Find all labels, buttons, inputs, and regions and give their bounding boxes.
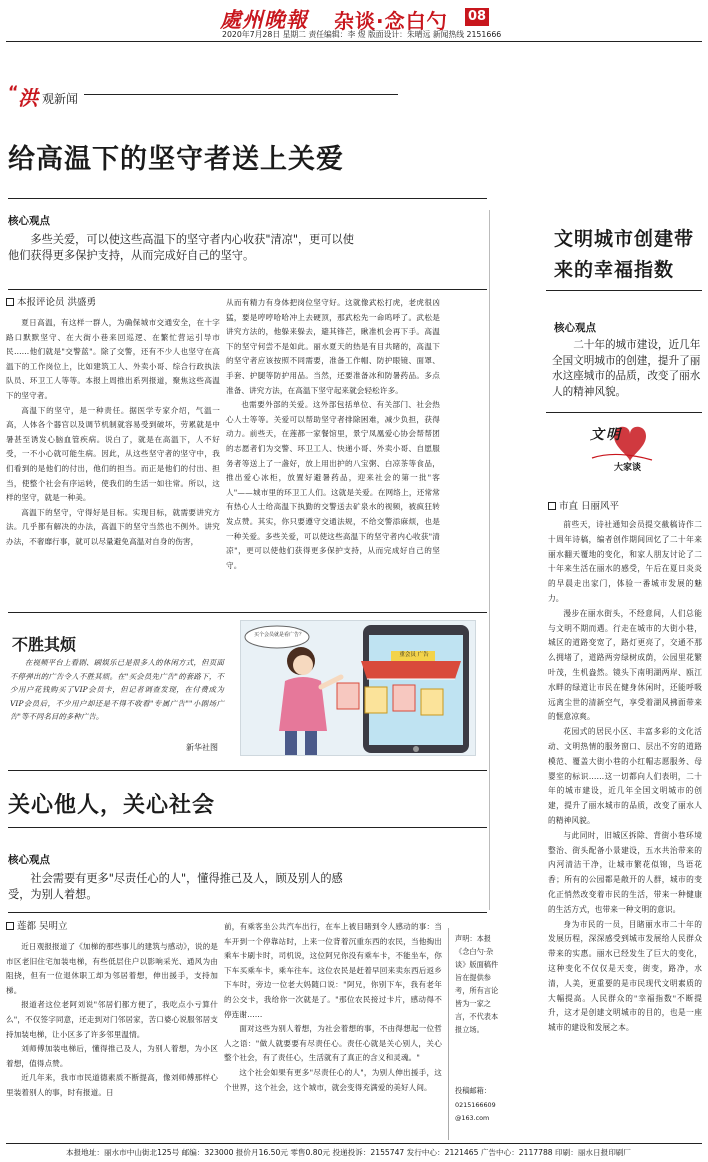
article1-key-label: 核心观点	[8, 215, 50, 227]
paragraph: 身为市民的一员，目睹丽水市二十年的发展历程，深深感受到城市发展给人民群众带来的实惠。丽水已经发生了巨大的变化，这种变化不仅仅是天变，街变，路净，水清，人美，更重要的是市民现代文明素质的大幅提高。人民群众的"幸福指数"不断提升，这才是创建文明城市的目的，也是一座城市的建设和发展之本。	[548, 919, 702, 1033]
paragraph: 前，有乘客坐公共汽车出行，在车上被目睹到令人感动的事：当车开到一个停靠站时，上来一位背着沉重东西的农民，当他掏出乘车卡刷卡时，司机说，这位阿兄你没有乘车卡，不能坐车，你下车买乘车卡，乘车往车。这位农民是赶着早回来卖东西后返乡下车时，旁边一位老大妈随口说："阿兄，你别下车，我有老年的公交卡，我给你一次就是了。"那位农民接过卡片，感动得不停连谢……	[224, 922, 442, 1019]
cartoon-title: 不胜其烦	[12, 635, 77, 654]
paragraph: 面对这些为别人着想，为社会着想的事，不由得想起一位哲人之语："做人就要要有尽责任心。责任心就是关心别人，关心整个社会，有了责任心，生活就有了真正的含义和灵魂。"	[224, 1024, 442, 1063]
paragraph: 前些天，诗社通知会员提交截稿诗作二十周年诗稿，编者创作期间回忆了二十年来丽水翻天覆地的变化，和家人朋友讨论了二十年来生活在丽水的感受，午后在夏日炎炎的早晨走出家门，体验一番城市发展的魅力。	[548, 520, 702, 603]
byline-box-icon	[6, 922, 14, 930]
cartoon-image	[240, 620, 476, 756]
article1-lead-rule	[8, 289, 487, 290]
article2-byline-text: 莲都 吴明立	[17, 921, 68, 932]
article1-byline	[6, 294, 96, 308]
sidebar-title: 文明城市创建带来的幸福指数	[554, 228, 695, 281]
column-logo-text: 观新闻	[42, 92, 79, 106]
paragraph: 夏日高温，有这样一群人，为确保城市交通安全，在十字路口默默坚守、在大街小巷来回巡逻、在繁忙营运引导市民……他们就是"交警蓝"。除了交警，还有不少人也坚守在高温下的工作岗位上，比如建筑工人、外卖小哥、综合行政执法队员、环卫工人等等。本报上周推出系列报道，聚焦这些高温下的坚守者。	[6, 318, 220, 400]
sidebar-key-label: 核心观点	[554, 322, 596, 334]
column-logo-rule	[84, 94, 398, 95]
column-logo-char: 洪	[18, 86, 38, 110]
article1-title: 给高温下的坚守者送上关爱	[8, 144, 344, 175]
section-name: 杂谈·念白勺	[334, 9, 448, 33]
article1-title-rule	[8, 198, 487, 199]
article2-byline	[6, 918, 68, 932]
notice-email-2: @163.com	[455, 1114, 490, 1122]
footer-rule	[6, 1143, 702, 1144]
article2-key-label: 核心观点	[8, 854, 50, 866]
sidebar-byline	[548, 498, 619, 512]
sidebar-top-rule	[546, 290, 702, 291]
sidebar-logo	[590, 420, 660, 480]
notice-text: 声明：本报《念白勺·杂谈》版面稿件旨在提供参考，所有言论皆为一家之言，不代表本报立场。	[455, 934, 499, 1034]
article2-lead: 社会需要有更多"尽责任心的人"，懂得推己及人，顾及别人的感受，为别人着想。	[8, 872, 343, 901]
article1-bottom-rule	[8, 612, 487, 613]
paragraph: 从而有精力有身体把岗位坚守好。这就像武松打虎，老虎很凶猛，要是哼哼哈哈冲上去硬顶，那武松先一命呜呼了。武松是讲究方法的，他躲来躲去，避其锋芒，瞅准机会再下手。高温下的坚守何尝不是如此。丽水夏天的热是有目共睹的，高温下的坚守者应该按照不同需要，准备工作帽、防护眼镜、面罩、手套、护腿等防护用品。当然，还要准备冰和防暑药品。多点准备、讲究方法，在高温下坚守起来就会轻松许多。	[226, 298, 440, 395]
masthead-rule	[6, 41, 702, 42]
byline-box-icon	[6, 298, 14, 306]
paper-logo: 處州晚報	[220, 7, 308, 32]
masthead	[0, 0, 708, 42]
column-logo	[8, 82, 88, 110]
notice-mail-label: 投稿邮箱：	[455, 1086, 491, 1095]
sidebar-lead: 二十年的城市建设，近几年全国文明城市的创建，提升了丽水这座城市的品质，改变了丽水人的精神风貌。	[552, 339, 701, 398]
sidebar-lead-rule	[546, 412, 702, 413]
paragraph: 刘师傅加装电梯后，懂得推己及人，为别人着想，为小区着想，值得点赞。	[6, 1044, 218, 1068]
cartoon-speech: 买个会员就是看广告？	[253, 632, 304, 638]
cartoon-sign: 重会员 广告	[399, 652, 429, 658]
paragraph: 也需要外部的关爱。这外部包括单位、有关部门、社会热心人士等等。关爱可以帮助坚守者排除困难，减少负担，获得动力。前些天，在莲都一家餐馆里，景宁凤凰爱心协会帮帮团的志愿者们为交警、环卫工人、快递小哥、外卖小哥、自愿服务者等送上了一盏好，放上用出护的八宝粥、白凉茶等食品，推出爱心冰柜，放置好避暑药品，迎来社会的第一批"客人"——城市里的环卫工人们。这就是关爱。在网络上，还常常有热心人士给高温下执勤的交警送去矿泉水的视频，被疯狂转发点赞。其实，你只要遵守交通法规，不给交警添麻烦，也是一种关爱。多些关爱，可以使这些高温下的坚守者内心收获"清凉"，更可以使他们获得更多保护支持，从而完成好自己的坚守。	[226, 400, 440, 570]
notice-box	[448, 928, 500, 1140]
article1-lead: 多些关爱，可以使这些高温下的坚守者内心收获"清凉"，更可以使他们获得更多保护支持，从而完成好自己的坚守。	[8, 233, 354, 262]
footer-info: 本报地址：丽水市中山街北125号 邮编：323000 报价月16.50元 零售0.80元 投递投诉：2155747 发行中心：2121465 广告中心：2117788 印刷：丽水日报印刷厂	[66, 1148, 631, 1157]
article1-column-2	[226, 296, 440, 573]
paragraph: 近几年来，我市市民道德素质不断提高，像刘师傅那样心里装着别人的事，时有报道。日	[6, 1073, 218, 1097]
cartoon-credit: 新华社图	[186, 743, 218, 752]
article2-lead-rule	[8, 912, 487, 913]
dateline: 2020年7月28日 星期二 责任编辑：李 煜 版面设计：朱晴远 新闻热线 2151666	[222, 30, 502, 39]
sidebar-divider	[489, 210, 490, 910]
paragraph: 这个社会如果有更多"尽责任心的人"，为别人伸出援手，这个世界，这个社会，这个城市，就会变得充满爱的美好人间。	[224, 1067, 442, 1092]
paragraph: 花园式的居民小区、丰富多彩的文化活动、文明热情的服务窗口、层出不穷的道路模范、覆盖大街小巷的小红帽志愿服务、母婴室的标识……这一切都向人们表明，二十年的城市建设，近几年全国文明城市的创建，提升了丽水城市的品质，改变了丽水人的精神风貌。	[548, 727, 702, 825]
byline-box-icon	[548, 502, 556, 510]
sidebar-logo-bottom: 大家谈	[614, 463, 642, 473]
article2-column-2	[224, 920, 442, 1095]
article1-byline-text: 本报评论员 洪盛勇	[17, 297, 97, 308]
cartoon-section	[0, 618, 480, 758]
paragraph: 高温下的坚守，是一种责任。据医学专家介绍，气温一高，人体各个器官以及调节机制就容易受到破坏，劳累就是中暑甚至诱发心脑血管疾病。说白了，就是在高温下，人不好受，一不小心就可能生病。因此，从这些坚守者的坚守中，我们看到的是他们的付出，他们的担当。而正是他们的付出、担当，使整个社会有序运转，使我们的生活一如往常。所以，这样的坚守，就是一种美。	[6, 405, 220, 503]
paragraph: 高温下的坚守，守得好是目标。实现目标，就需要讲究方法。几乎都有解决的办法，高温下的坚守当然也不例外。讲究办法，不奢靡行事，就可以尽量避免高温对自身的伤害，	[6, 507, 220, 546]
paragraph: 报道者这位老阿刘说"邻居们都方便了，我吃点小亏算什么"，不仅签字同意，还走到对门邻居家，苦口婆心说服邻居支持加装电梯，让小区多了许多邻里温情。	[6, 1000, 218, 1039]
column-logo-quote-icon: “	[8, 82, 19, 101]
paragraph: 与此同时，旧城区拆除、背街小巷环境整治、街头配备小景建设，五水共治带来的内河清洁干净，让城市繁花似锦，鸟语花香；所有的公园都是敞开的人群，城市的变化正悄然改变着市民的生活，带来一种健康的生活方式，也带来一种文明的意识。	[548, 830, 702, 914]
paragraph: 近日观报报道了《加梯的那些事儿的建筑与感动》，说的是市区老旧住宅加装电梯，有些低层住户以影响采光、通风为由阻挠，但有一位退休职工却为邻居着想，伸出援手，支持加梯。	[6, 942, 218, 995]
page-number-badge: 08	[465, 8, 489, 26]
sidebar-logo-top: 文明	[590, 427, 622, 443]
sidebar-body	[548, 518, 702, 1036]
cartoon-text: 在视频平台上看剧、刷娱乐已是很多人的休闲方式，但页面不停弹出的广告令人不胜其烦。在"买会员先广告"的套路下，不少用户花钱购买了VIP会员卡，但记者调查发现，在付费成为VIP会员后，不少用户却还是不得不收看"专属广告""小剧场广告"等不同名目的多种广告。	[10, 658, 224, 721]
article2-title: 关心他人，关心社会	[8, 793, 216, 818]
article1-column-1	[6, 316, 220, 550]
paragraph: 漫步在丽水街头，不经意间，人们总能与文明不期而遇。行走在城市的大街小巷，城区的道路变宽了，路灯更亮了，交通不那么拥堵了，道路两旁绿树成荫，公园里花繁叶茂，生机盎然。镜头下南明湖两岸、瓯江水畔的绿道让市民在健身休闲时，还能呼吸远离尘世的清新空气，享受着湖风拂面带来的惬意凉爽。	[548, 608, 702, 722]
article2-title-rule	[8, 827, 487, 828]
sidebar-byline-text: 市直 日丽风平	[559, 501, 620, 512]
article2-column-1	[6, 940, 218, 1101]
article2-top-rule	[8, 770, 487, 771]
notice-email-1: 0215166609	[455, 1101, 496, 1109]
cartoon-drawing	[241, 621, 476, 756]
